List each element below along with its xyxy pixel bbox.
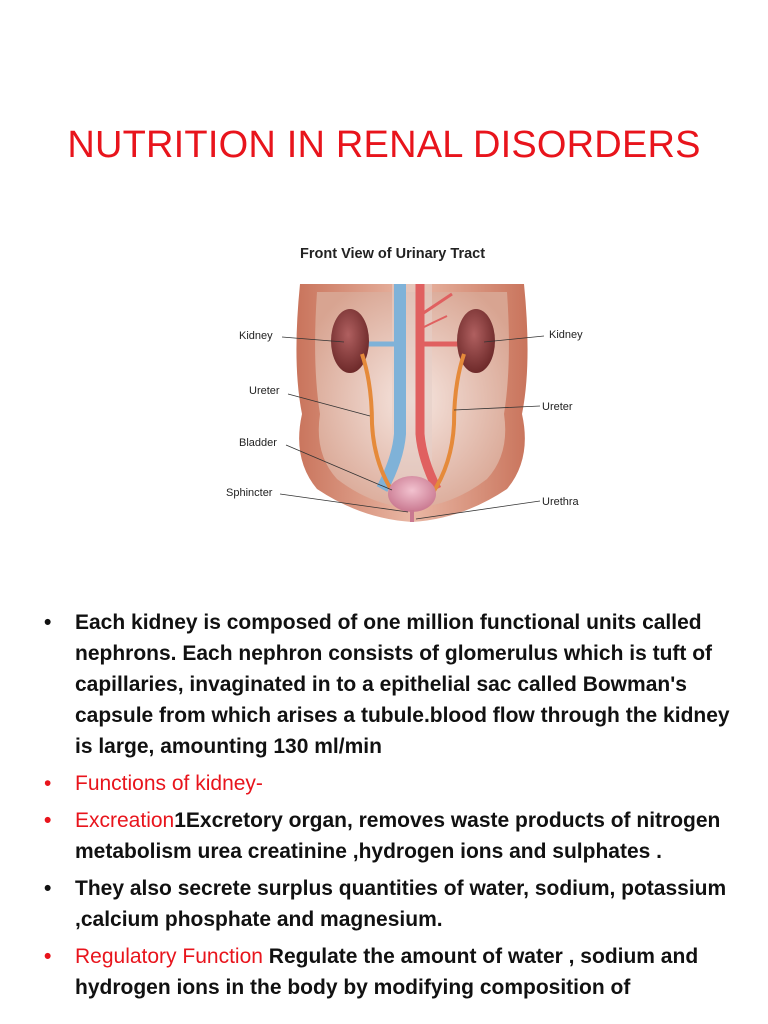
bullet-secretion bbox=[44, 873, 734, 935]
bullet-dot: • bbox=[44, 877, 52, 900]
bullet-excretion bbox=[44, 805, 734, 867]
label-kidney-right: Kidney bbox=[549, 329, 583, 341]
figure-title: Front View of Urinary Tract bbox=[300, 246, 486, 262]
bullet-nephrons bbox=[44, 607, 734, 762]
label-kidney-left: Kidney bbox=[239, 330, 273, 342]
bullet-text: Regulate the amount of water , sodium and hydrogen ions in the body by modifying composition of bbox=[75, 945, 699, 999]
label-sphincter: Sphincter bbox=[226, 487, 273, 499]
bullet-functions-heading bbox=[44, 768, 734, 799]
label-urethra: Urethra bbox=[542, 496, 579, 508]
bullet-text: They also secrete surplus quantities of water, sodium, potassium ,calcium phosphate and magnesium. bbox=[75, 877, 727, 931]
label-bladder: Bladder bbox=[239, 437, 277, 449]
bullet-dot: • bbox=[44, 945, 52, 968]
bullet-regulatory bbox=[44, 941, 734, 1003]
bullet-text: 1Excretory organ, removes waste products of nitrogen metabolism urea creatinine ,hydrogen ions and sulphates . bbox=[75, 809, 721, 863]
bullet-list bbox=[44, 607, 734, 1009]
label-ureter-left: Ureter bbox=[249, 385, 280, 397]
urinary-tract-figure bbox=[222, 244, 602, 529]
bullet-dot: • bbox=[44, 611, 52, 634]
bullet-text: Functions of kidney- bbox=[75, 772, 263, 795]
bullet-dot: • bbox=[44, 772, 52, 795]
bullet-lead: Excreation bbox=[75, 809, 175, 832]
slide-title: NUTRITION IN RENAL DISORDERS bbox=[67, 124, 701, 166]
bullet-dot: • bbox=[44, 809, 52, 832]
bullet-text: Each kidney is composed of one million functional units called nephrons. Each nephron consists of glomerulus which is tuft of capillaries, invaginated in to a epithelial sac called Bowman's capsule from which arises a tubule.blood flow through the kidney is large, amounting 130 ml/min bbox=[75, 611, 730, 758]
label-ureter-right: Ureter bbox=[542, 401, 573, 413]
bullet-lead: Regulatory Function bbox=[75, 945, 263, 968]
